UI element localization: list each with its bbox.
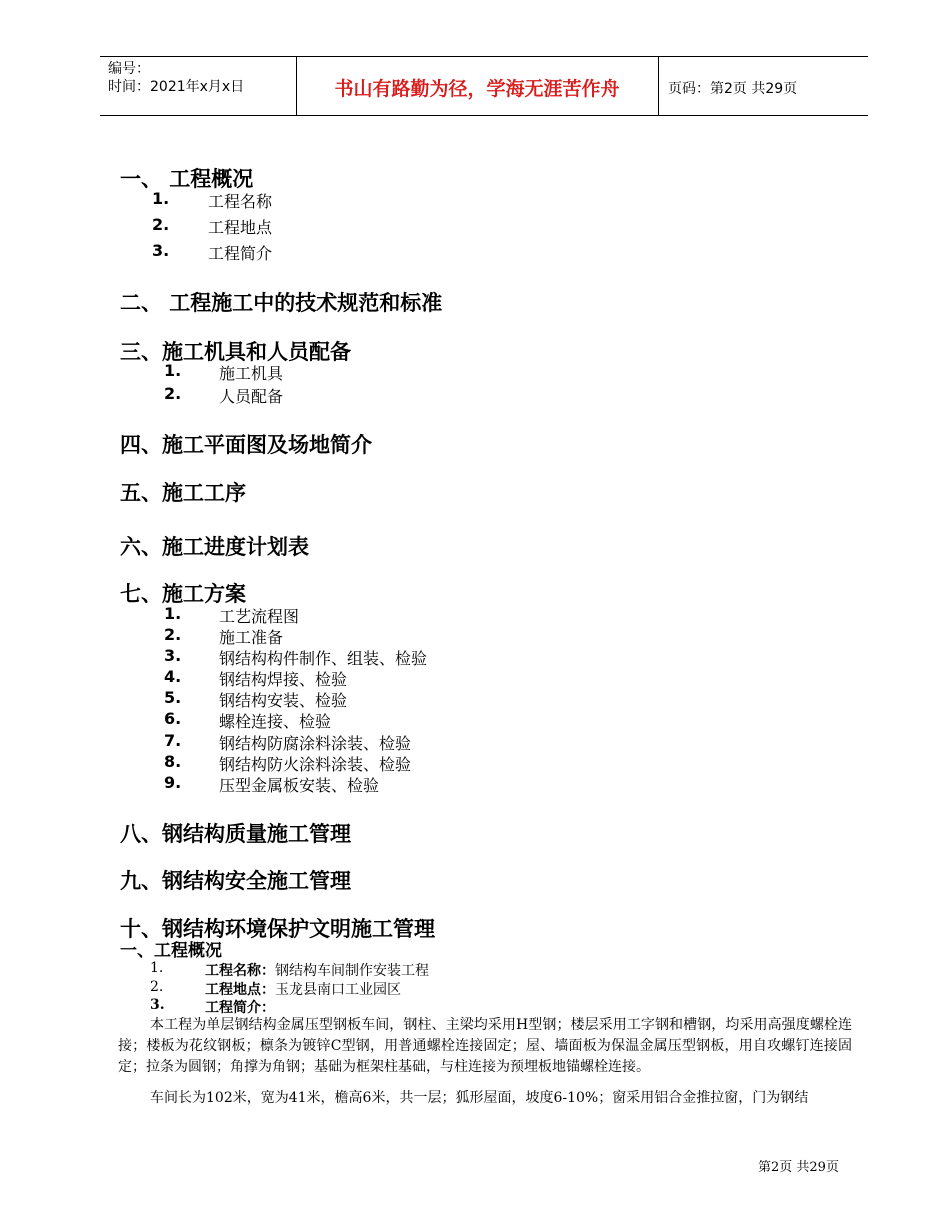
toc-heading-10: 十、钢结构环境保护文明施工管理	[120, 917, 435, 941]
header-page-number: 页码：第2页 共29页	[668, 81, 798, 97]
section-title: 一、工程概况	[120, 941, 222, 961]
header-divider	[658, 56, 659, 115]
toc-heading-8: 八、钢结构质量施工管理	[120, 822, 351, 846]
project-description: 本工程为单层钢结构金属压型钢板车间，钢柱、主梁均采用H型钢；楼层采用工字钢和槽钢，均采用高强度螺栓连接；楼板为花纹钢板；檩条为镀锌C型钢，用普通螺栓连接固定；屋、墙面板为保温金属压型钢板，用自攻螺钉连接固定；拉条为圆钢；角撑为角钢；基础为框架柱基础，与柱连接为预埋板地锚螺栓连接。	[118, 1017, 852, 1075]
header-motto: 书山有路勤为径，学海无涯苦作舟	[334, 78, 620, 100]
toc-heading-9: 九、钢结构安全施工管理	[120, 869, 351, 893]
document-number-label: 编号：	[108, 61, 150, 77]
toc-heading-7: 七、施工方案	[120, 582, 246, 606]
page-footer: 第2页 共29页	[758, 1160, 839, 1175]
document-time-label: 时间：2021年x月x日	[108, 79, 245, 95]
toc-heading-3: 三、施工机具和人员配备	[120, 340, 351, 364]
project-dimensions: 车间长为102米，宽为41米，檐高6米，共一层；狐形屋面，坡度6-10%；窗采用铝合金推拉窗，门为钢结	[150, 1090, 809, 1106]
toc-heading-5: 五、施工工序	[120, 481, 246, 505]
header-top-rule	[100, 56, 868, 57]
toc-heading-1: 一、 工程概况	[120, 167, 254, 191]
header-meta	[108, 60, 244, 96]
toc-heading-2: 二、 工程施工中的技术规范和标准	[120, 291, 443, 315]
toc-heading-4: 四、施工平面图及场地简介	[120, 433, 372, 457]
toc-heading-6: 六、施工进度计划表	[120, 535, 309, 559]
header-bottom-rule	[100, 115, 868, 116]
